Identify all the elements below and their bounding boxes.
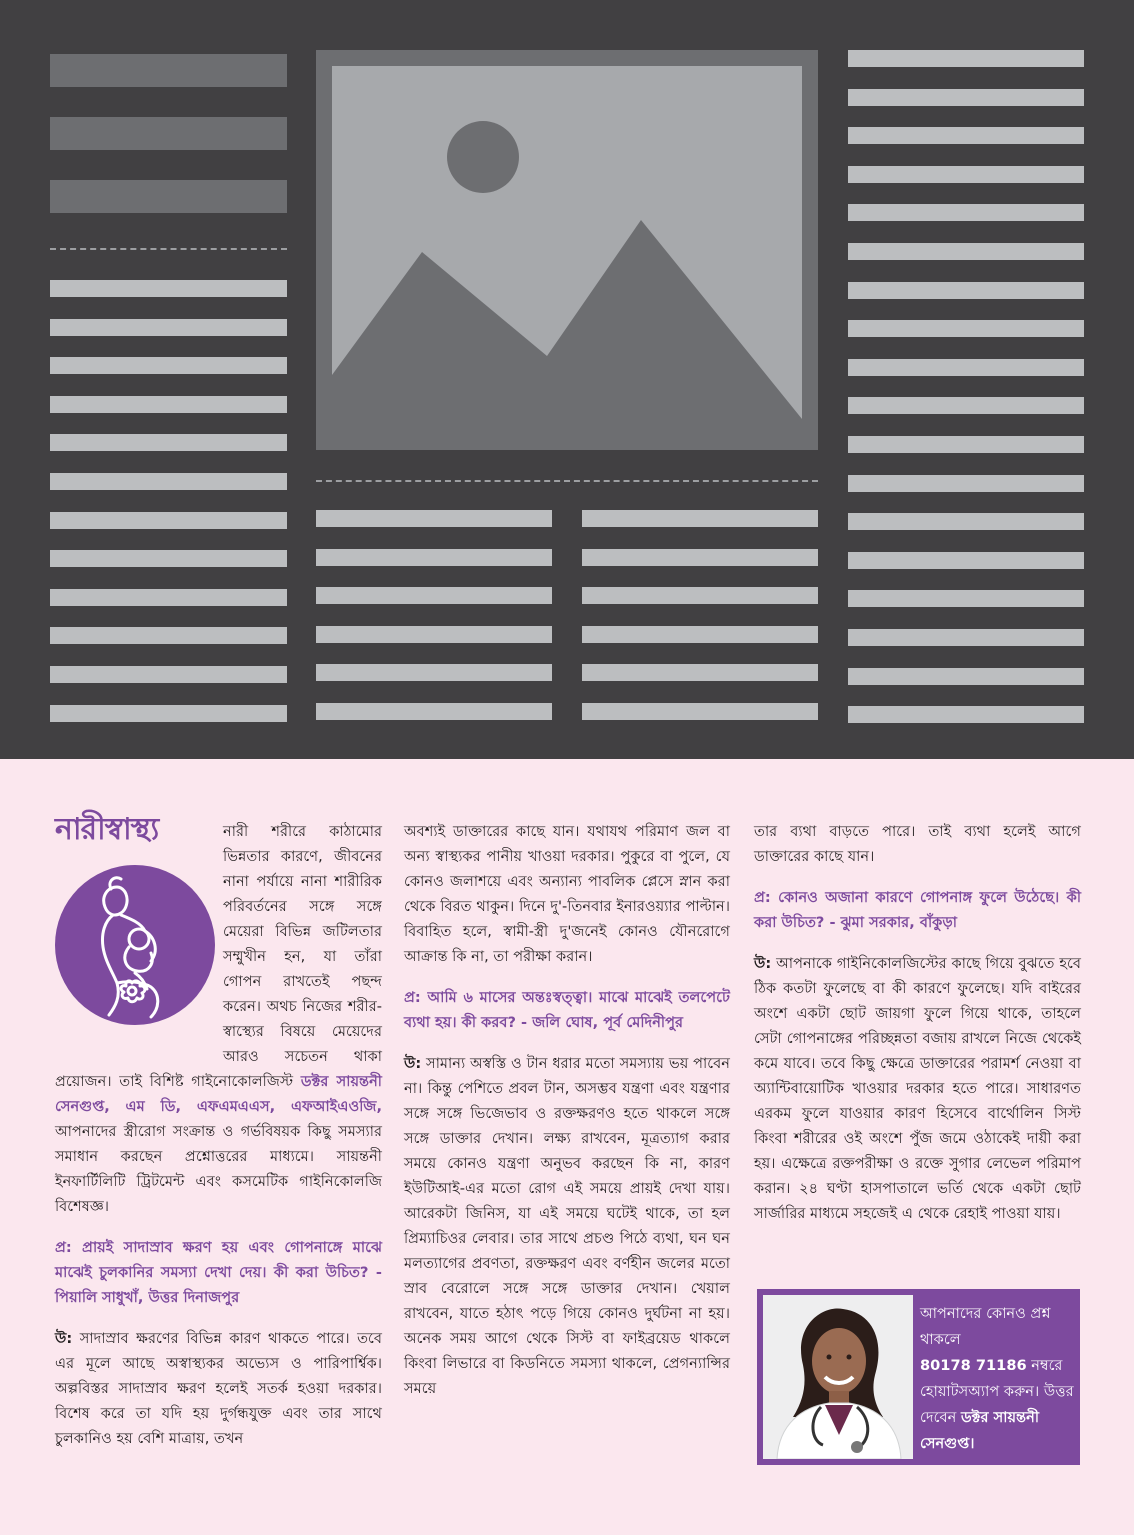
placeholder-text-line bbox=[50, 357, 287, 374]
placeholder-text-line bbox=[848, 475, 1084, 492]
placeholder-text-line bbox=[848, 127, 1084, 144]
placeholder-text-line bbox=[316, 626, 552, 643]
answer-3 bbox=[754, 951, 1081, 1226]
placeholder-text-line bbox=[582, 549, 818, 566]
placeholder-text-line bbox=[50, 396, 287, 413]
contact-line-1: আপনাদের কোনও প্রশ্ন থাকলে bbox=[920, 1305, 1051, 1348]
placeholder-divider bbox=[50, 248, 287, 250]
masthead-title: নারীস্বাস্থ্য bbox=[55, 812, 159, 847]
question-1: প্র: প্রায়ই সাদাস্রাব ক্ষরণ হয় এবং গোপনাঙ্গে মাঝে মাঝেই চুলকানির সমস্যা দেখা দেয়। কী করা উচিত? - পিয়ালি সাধুখাঁ, উত্তর দিনাজপুর bbox=[55, 1239, 382, 1306]
placeholder-heading-line bbox=[50, 54, 287, 87]
placeholder-text-line bbox=[848, 166, 1084, 183]
placeholder-text-line bbox=[848, 513, 1084, 530]
placeholder-text-line bbox=[848, 204, 1084, 221]
answer-label: উ: bbox=[55, 1330, 73, 1347]
answer-2 bbox=[404, 1051, 730, 1401]
placeholder-text-line bbox=[50, 434, 287, 451]
contact-line-2: নম্বরে হোয়াটসঅ্যাপ করুন। উত্তর দেবেন bbox=[920, 1357, 1074, 1426]
placeholder-text-line bbox=[316, 549, 552, 566]
placeholder-heading-line bbox=[50, 180, 287, 213]
placeholder-text-line bbox=[848, 436, 1084, 453]
placeholder-text-line bbox=[50, 550, 287, 567]
placeholder-text-line bbox=[848, 397, 1084, 414]
placeholder-text-line bbox=[848, 706, 1084, 723]
placeholder-text-line bbox=[848, 50, 1084, 67]
placeholder-divider bbox=[316, 480, 818, 482]
placeholder-text-line bbox=[848, 629, 1084, 646]
answer-1 bbox=[55, 1326, 382, 1451]
answer-1-continued: অবশ্যই ডাক্তারের কাছে যান। যথাযথ পরিমাণ জল বা অন্য স্বাস্থ্যকর পানীয় খাওয়া দরকার। পুকুরে বা পুলে, যে কোনও জলাশয়ে এবং অন্যান্য পাবলিক প্লেসে স্নান করা থেকে বিরত থাকুন। দিনে দু'-তিনবার ইনারওয়্যার পাল্টান। বিবাহিত হলে, স্বামী-স্ত্রী দু'জনেই কোনও যৌনরোগে আক্রান্ত কি না, তা পরীক্ষা করান। bbox=[404, 823, 730, 965]
placeholder-text-line bbox=[582, 703, 818, 720]
answer-2-text: সামান্য অস্বস্তি ও টান ধরার মতো সমস্যায় ভয় পাবেন না। কিন্তু পেশিতে প্রবল টান, অসম্ভব যন্ত্রণা এবং যন্ত্রণার সঙ্গে সঙ্গে ভিজেভাব ও রক্তক্ষরণও হতে থাকলে সঙ্গে সঙ্গে ডাক্তার দেখান। লক্ষ্য রাখবেন, মূত্রত্যাগ করার সময়ে কোনও যন্ত্রণা অনুভব করছেন কি না, কারণ ইউটিআই-এর মতো রোগ এই সময়ে প্রায়ই দেখা যায়। আরেকটা জিনিস, যা এই সময়ে ঘটেই থাকে, তা হল প্রিম্যাচিওর লেবার। তার সাথে প্রচণ্ড পিঠে ব্যথা, ঘন ঘন মলত্যাগের প্রবণতা, রক্তক্ষরণ এবং বর্ণহীন জলের মতো স্রাব বেরোলে সঙ্গে সঙ্গে ডাক্তার দেখান। খেয়াল রাখবেন, যাতে হঠাৎ পড়ে গিয়ে কোনও দুর্ঘটনা না হয়। অনেক সময় আগে থেকে সিস্ট বা ফাইব্রয়েড থাকলে কিংবা লিভারে বা কিডনিতে সমস্যা থাকলে, প্রেগন্যান্সির সময়ে bbox=[404, 1055, 730, 1397]
question-2: প্র: আমি ৬ মাসের অন্তঃস্বত্ত্বা। মাঝে মাঝেই তলপেটে ব্যথা হয়। কী করব? - জলি ঘোষ, পূর্ব মেদিনীপুর bbox=[404, 989, 730, 1031]
placeholder-heading-line bbox=[50, 117, 287, 150]
article-column-2 bbox=[404, 819, 730, 1417]
placeholder-page bbox=[0, 0, 1134, 759]
placeholder-text-line bbox=[582, 587, 818, 604]
placeholder-text-line bbox=[50, 666, 287, 683]
placeholder-text-line bbox=[316, 587, 552, 604]
answer-3-text: আপনাকে গাইনিকোলজিস্টের কাছে গিয়ে বুঝতে হবে ঠিক কতটা ফুলেছে বা কী কারণে ফুলেছে। যদি বাইরের অংশে একটা ছোট জায়গা ফুলে গিয়ে থাকে, তাহলে সেটা গোপনাঙ্গের পরিচ্ছন্নতা বজায় রাখলে নিজে থেকেই কমে যাবে। তবে কিছু ক্ষেত্রে ডাক্তারের পরামর্শ নেওয়া বা অ্যান্টিবায়োটিক খাওয়ার দরকার হতে পারে। সাধারণত এরকম ফুলে যাওয়ার কারণ হিসেবে বার্থোলিন সিস্ট কিংবা শরীরের ওই অংশে পুঁজ জমে ওঠাকেই দায়ী করা হয়। এক্ষেত্রে রক্তপরীক্ষা ও রক্তে সুগার লেভেল পরিমাপ করান। ২৪ ঘণ্টা হাসপাতালে ভর্তি থেকে একটা ছোট সার্জারির মাধ্যমে সহজেই এ থেকে রেহাই পাওয়া যায়। bbox=[754, 955, 1082, 1222]
contact-text bbox=[920, 1301, 1075, 1457]
placeholder-text-line bbox=[50, 319, 287, 336]
placeholder-text-line bbox=[848, 359, 1084, 376]
contact-doctor: ডক্টর সায়ন্তনী সেনগুপ্ত। bbox=[920, 1409, 1040, 1452]
placeholder-text-line bbox=[848, 590, 1084, 607]
placeholder-text-line bbox=[316, 703, 552, 720]
doctor-credentials: ডক্টর সায়ন্তনী সেনগুপ্ত, এম ডি, এফএমএএস, এফআইএওজি, bbox=[55, 1073, 382, 1115]
placeholder-text-line bbox=[582, 626, 818, 643]
article-column-3 bbox=[754, 819, 1081, 1242]
placeholder-text-line bbox=[848, 89, 1084, 106]
placeholder-text-line bbox=[848, 320, 1084, 337]
placeholder-text-line bbox=[50, 705, 287, 722]
placeholder-text-line bbox=[316, 664, 552, 681]
placeholder-text-line bbox=[50, 280, 287, 297]
placeholder-text-line bbox=[582, 664, 818, 681]
question-3: প্র: কোনও অজানা কারণে গোপনাঙ্গ ফুলে উঠেছে। কী করা উচিত? - ঝুমা সরকার, বাঁকুড়া bbox=[754, 889, 1081, 931]
placeholder-text-line bbox=[582, 510, 818, 527]
doctor-portrait-icon bbox=[763, 1295, 913, 1459]
placeholder-text-line bbox=[50, 512, 287, 529]
intro-text-2: আপনাদের স্ত্রীরোগ সংক্রান্ত ও গর্ভবিষয়ক কিছু সমস্যার সমাধান করছেন প্রশ্নোত্তরের মাধ্যমে। সায়ন্তনী ইনফার্টিলিটি ট্রিটমেন্ট এবং কসমেটিক গাইনিকোলজি বিশেষজ্ঞ। bbox=[55, 1123, 382, 1215]
image-placeholder bbox=[316, 50, 818, 450]
masthead-block bbox=[55, 812, 217, 1064]
woman-mother-baby-icon bbox=[55, 865, 215, 1025]
answer-label: উ: bbox=[754, 955, 772, 972]
placeholder-text-line bbox=[50, 589, 287, 606]
placeholder-text-line bbox=[316, 510, 552, 527]
placeholder-text-line bbox=[848, 552, 1084, 569]
placeholder-text-line bbox=[50, 627, 287, 644]
article bbox=[0, 759, 1134, 1535]
answer-1-text: সাদাস্রাব ক্ষরণের বিভিন্ন কারণ থাকতে পারে। তবে এর মূলে আছে অস্বাস্থ্যকর অভ্যেস ও পারিপার্শ্বিক। অল্পবিস্তর সাদাস্রাব ক্ষরণ হলেই সতর্ক হওয়া দরকার। বিশেষ করে তা যদি হয় দুর্গন্ধযুক্ত এবং তার সাথে চুলকানিও হয় বেশি মাত্রায়, তখন bbox=[55, 1330, 383, 1447]
intro-text: নারী শরীরে কাঠামোর ভিন্নতার কারণে, জীবনের নানা পর্যায়ে নানা শারীরিক পরিবর্তনের সঙ্গে সঙ্গে মেয়েরা বিভিন্ন জটিলতার সম্মুখীন হন, যা তাঁরা গোপন রাখতেই পছন্দ করেন। অথচ নিজের শরীর-স্বাস্থ্যের বিষয়ে মেয়েদের আরও সচেতন থাকা প্রয়োজন। তাই বিশিষ্ট গাইনোকোলজিস্ট bbox=[55, 823, 382, 1090]
answer-2-continued: তার ব্যথা বাড়তে পারে। তাই ব্যথা হলেই আগে ডাক্তারের কাছে যান। bbox=[754, 823, 1081, 865]
placeholder-text-line bbox=[848, 243, 1084, 260]
article-column-1 bbox=[55, 812, 383, 1467]
answer-label: উ: bbox=[404, 1055, 422, 1072]
image-placeholder-icon bbox=[332, 66, 802, 434]
contact-phone: 80178 71186 bbox=[920, 1357, 1027, 1374]
contact-box bbox=[757, 1289, 1080, 1465]
placeholder-text-line bbox=[50, 473, 287, 490]
placeholder-text-line bbox=[848, 668, 1084, 685]
placeholder-text-line bbox=[848, 282, 1084, 299]
